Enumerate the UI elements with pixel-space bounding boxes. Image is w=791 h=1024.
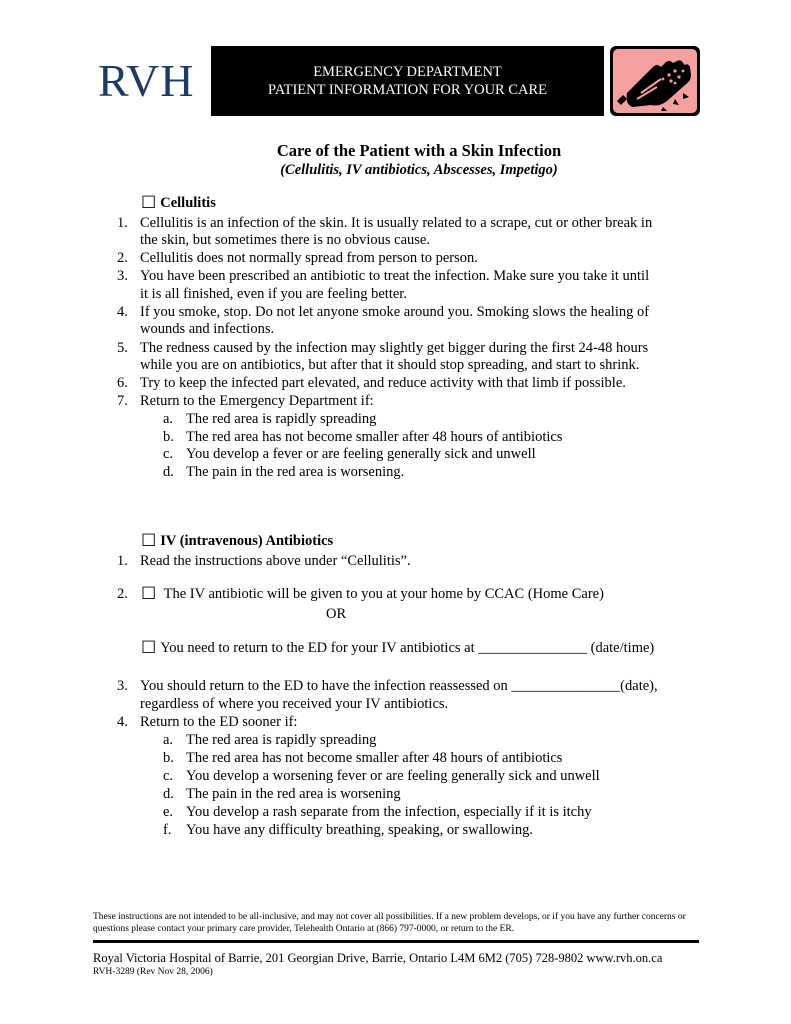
list-item-text: The redness caused by the infection may slightly get bigger during the first 24-48 hours xyxy=(140,340,649,356)
list-item-text: it is all finished, even if you are feeling better. xyxy=(140,286,407,302)
list-number: 4. xyxy=(117,304,128,320)
list-item-text: Cellulitis does not normally spread from person to person. xyxy=(140,250,478,266)
ed-return-checkbox[interactable]: ☐ xyxy=(141,638,157,657)
sub-item-letter: d. xyxy=(163,464,174,480)
list-number: 2. xyxy=(117,250,128,266)
sub-item-letter: b. xyxy=(163,750,174,766)
sub-item-text: The pain in the red area is worsening xyxy=(186,786,401,802)
list-item-text: the skin, but sometimes there is no obvious cause. xyxy=(140,232,430,248)
list-item-text: You should return to the ED to have the infection reassessed on _______________(date), xyxy=(140,678,658,694)
sub-item-letter: e. xyxy=(163,804,174,820)
sub-item-text: The red area has not become smaller after 48 hours of antibiotics xyxy=(186,429,563,445)
list-number: 7. xyxy=(117,393,128,409)
cellulitis-checkbox[interactable]: ☐ xyxy=(141,193,157,212)
iv-checkbox[interactable]: ☐ xyxy=(141,531,157,550)
ed-return-option xyxy=(141,638,654,658)
home-care-checkbox[interactable]: ☐ xyxy=(141,584,157,603)
list-number: 5. xyxy=(117,340,128,356)
list-item-text: If you smoke, stop. Do not let anyone smoke around you. Smoking slows the healing of xyxy=(140,304,650,320)
sub-item-text: You develop a worsening fever or are feeling generally sick and unwell xyxy=(186,768,600,784)
cellulitis-heading xyxy=(141,192,216,212)
page-subtitle: (Cellulitis, IV antibiotics, Abscesses, Impetigo) xyxy=(280,162,558,178)
list-number: 6. xyxy=(117,375,128,391)
iv-heading-text: IV (intravenous) Antibiotics xyxy=(160,533,334,549)
sub-item-text: You have any difficulty breathing, speaking, or swallowing. xyxy=(186,822,534,838)
banner-line-2: PATIENT INFORMATION FOR YOUR CARE xyxy=(267,82,548,98)
page-title: Care of the Patient with a Skin Infection xyxy=(276,141,562,160)
list-number: 4. xyxy=(117,714,128,730)
sub-item-letter: a. xyxy=(163,411,174,427)
list-item-text: wounds and infections. xyxy=(140,321,275,337)
iv-heading xyxy=(141,530,333,550)
list-item-text: Cellulitis is an infection of the skin. It is usually related to a scrape, cut or other break in xyxy=(140,215,653,231)
sub-item-letter: b. xyxy=(163,429,174,445)
list-number: 1. xyxy=(117,215,128,231)
sub-item-letter: c. xyxy=(163,768,174,784)
banner-line-1: EMERGENCY DEPARTMENT xyxy=(313,64,502,80)
header-banner xyxy=(211,46,604,116)
sub-item-letter: f. xyxy=(163,822,172,838)
hand-with-rash-icon xyxy=(610,46,700,116)
sub-item-text: The red area is rapidly spreading xyxy=(186,411,377,427)
list-number: 1. xyxy=(117,553,128,569)
list-item-text: Return to the Emergency Department if: xyxy=(140,393,374,409)
sub-item-text: The red area is rapidly spreading xyxy=(186,732,377,748)
list-number: 3. xyxy=(117,268,128,284)
list-item-text: Return to the ED sooner if: xyxy=(140,714,298,730)
form-id: RVH-3289 (Rev Nov 28, 2006) xyxy=(93,967,213,977)
home-care-option-text: The IV antibiotic will be given to you at your home by CCAC (Home Care) xyxy=(163,586,604,602)
footer-divider xyxy=(93,940,699,943)
sub-item-letter: d. xyxy=(163,786,174,802)
list-item-text: while you are on antibiotics, but after that it should stop spreading, and start to shrink. xyxy=(140,357,640,373)
list-number: 3. xyxy=(117,678,128,694)
list-item-text: You have been prescribed an antibiotic to treat the infection. Make sure you take it until xyxy=(140,268,650,284)
sub-item-text: You develop a fever or are feeling generally sick and unwell xyxy=(186,446,536,462)
sub-item-letter: c. xyxy=(163,446,174,462)
ed-return-option-text: You need to return to the ED for your IV antibiotics at _______________ (date/time) xyxy=(160,640,655,656)
sub-item-letter: a. xyxy=(163,732,174,748)
list-item-text: Try to keep the infected part elevated, and reduce activity with that limb if possible. xyxy=(140,375,626,391)
sub-item-text: The red area has not become smaller after 48 hours of antibiotics xyxy=(186,750,563,766)
list-item-text: regardless of where you received your IV antibiotics. xyxy=(140,696,449,712)
list-number: 2. xyxy=(117,586,128,602)
home-care-option xyxy=(141,584,604,604)
rvh-logo: RVH xyxy=(98,55,195,106)
cellulitis-heading-text: Cellulitis xyxy=(160,195,216,211)
hospital-address: Royal Victoria Hospital of Barrie, 201 Georgian Drive, Barrie, Ontario L4M 6M2 (705) 728-9802 www.rvh.on.ca xyxy=(93,951,663,965)
sub-item-text: You develop a rash separate from the infection, especially if it is itchy xyxy=(186,804,592,820)
or-text: OR xyxy=(326,606,347,622)
list-item-text: Read the instructions above under “Cellulitis”. xyxy=(140,553,411,569)
disclaimer: These instructions are not intended to be all-inclusive, and may not cover all possibilities. If a new problem develops, or if you have any further concerns or questions please contact your primary care provider, Telehealth Ontario at (866) 797-0000, or return to the ER. xyxy=(93,912,686,934)
sub-item-text: The pain in the red area is worsening. xyxy=(186,464,405,480)
